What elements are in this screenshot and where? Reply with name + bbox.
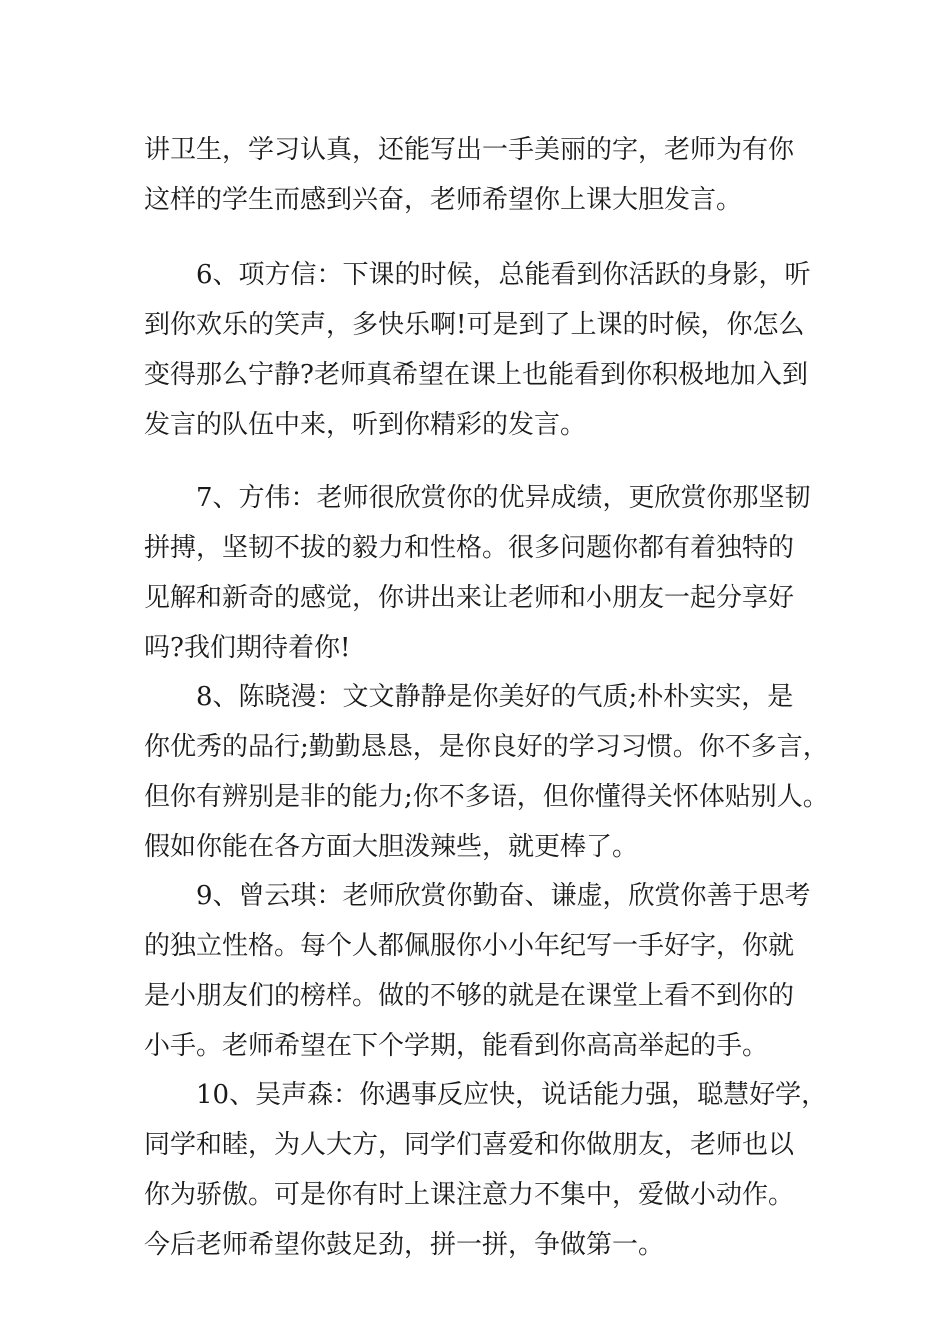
- text-line: 但你有辨别是非的能力;你不多语，但你懂得关怀体贴别人。: [144, 782, 829, 812]
- paragraph-first-line: 10、吴声森：你遇事反应快，说话能力强，聪慧好学，: [196, 1080, 828, 1110]
- paragraph-first-line: 8、陈晓漫：文文静静是你美好的气质;朴朴实实，是: [196, 682, 794, 712]
- text-line: 拼搏，坚韧不拔的毅力和性格。很多问题你都有着独特的: [144, 533, 795, 563]
- text-line: 的独立性格。每个人都佩服你小小年纪写一手好字，你就: [144, 931, 795, 961]
- text-line: 变得那么宁静?老师真希望在课上也能看到你积极地加入到: [144, 360, 808, 390]
- paragraph-first-line: 6、项方信：下课的时候，总能看到你活跃的身影，听: [196, 260, 811, 290]
- text-line: 今后老师希望你鼓足劲，拼一拼，争做第一。: [144, 1230, 665, 1260]
- text-line: 你优秀的品行;勤勤恳恳，是你良好的学习习惯。你不多言，: [144, 732, 829, 762]
- text-line: 发言的队伍中来，听到你精彩的发言。: [144, 410, 587, 440]
- text-line: 讲卫生，学习认真，还能写出一手美丽的字，老师为有你: [144, 135, 795, 165]
- text-line: 到你欢乐的笑声，多快乐啊!可是到了上课的时候，你怎么: [144, 310, 805, 340]
- text-line: 同学和睦，为人大方，同学们喜爱和你做朋友，老师也以: [144, 1130, 795, 1160]
- text-line: 见解和新奇的感觉，你讲出来让老师和小朋友一起分享好: [144, 583, 795, 613]
- text-line: 吗?我们期待着你!: [144, 633, 351, 663]
- text-line: 小手。老师希望在下个学期，能看到你高高举起的手。: [144, 1031, 769, 1061]
- text-line: 这样的学生而感到兴奋，老师希望你上课大胆发言。: [144, 185, 743, 215]
- text-line: 你为骄傲。可是你有时上课注意力不集中，爱做小动作。: [144, 1180, 795, 1210]
- text-line: 是小朋友们的榜样。做的不够的就是在课堂上看不到你的: [144, 981, 795, 1011]
- paragraph-first-line: 9、曾云琪：老师欣赏你勤奋、谦虚，欣赏你善于思考: [196, 881, 811, 911]
- text-line: 假如你能在各方面大胆泼辣些，就更棒了。: [144, 832, 639, 862]
- paragraph-first-line: 7、方伟：老师很欣赏你的优异成绩，更欣赏你那坚韧: [196, 483, 811, 513]
